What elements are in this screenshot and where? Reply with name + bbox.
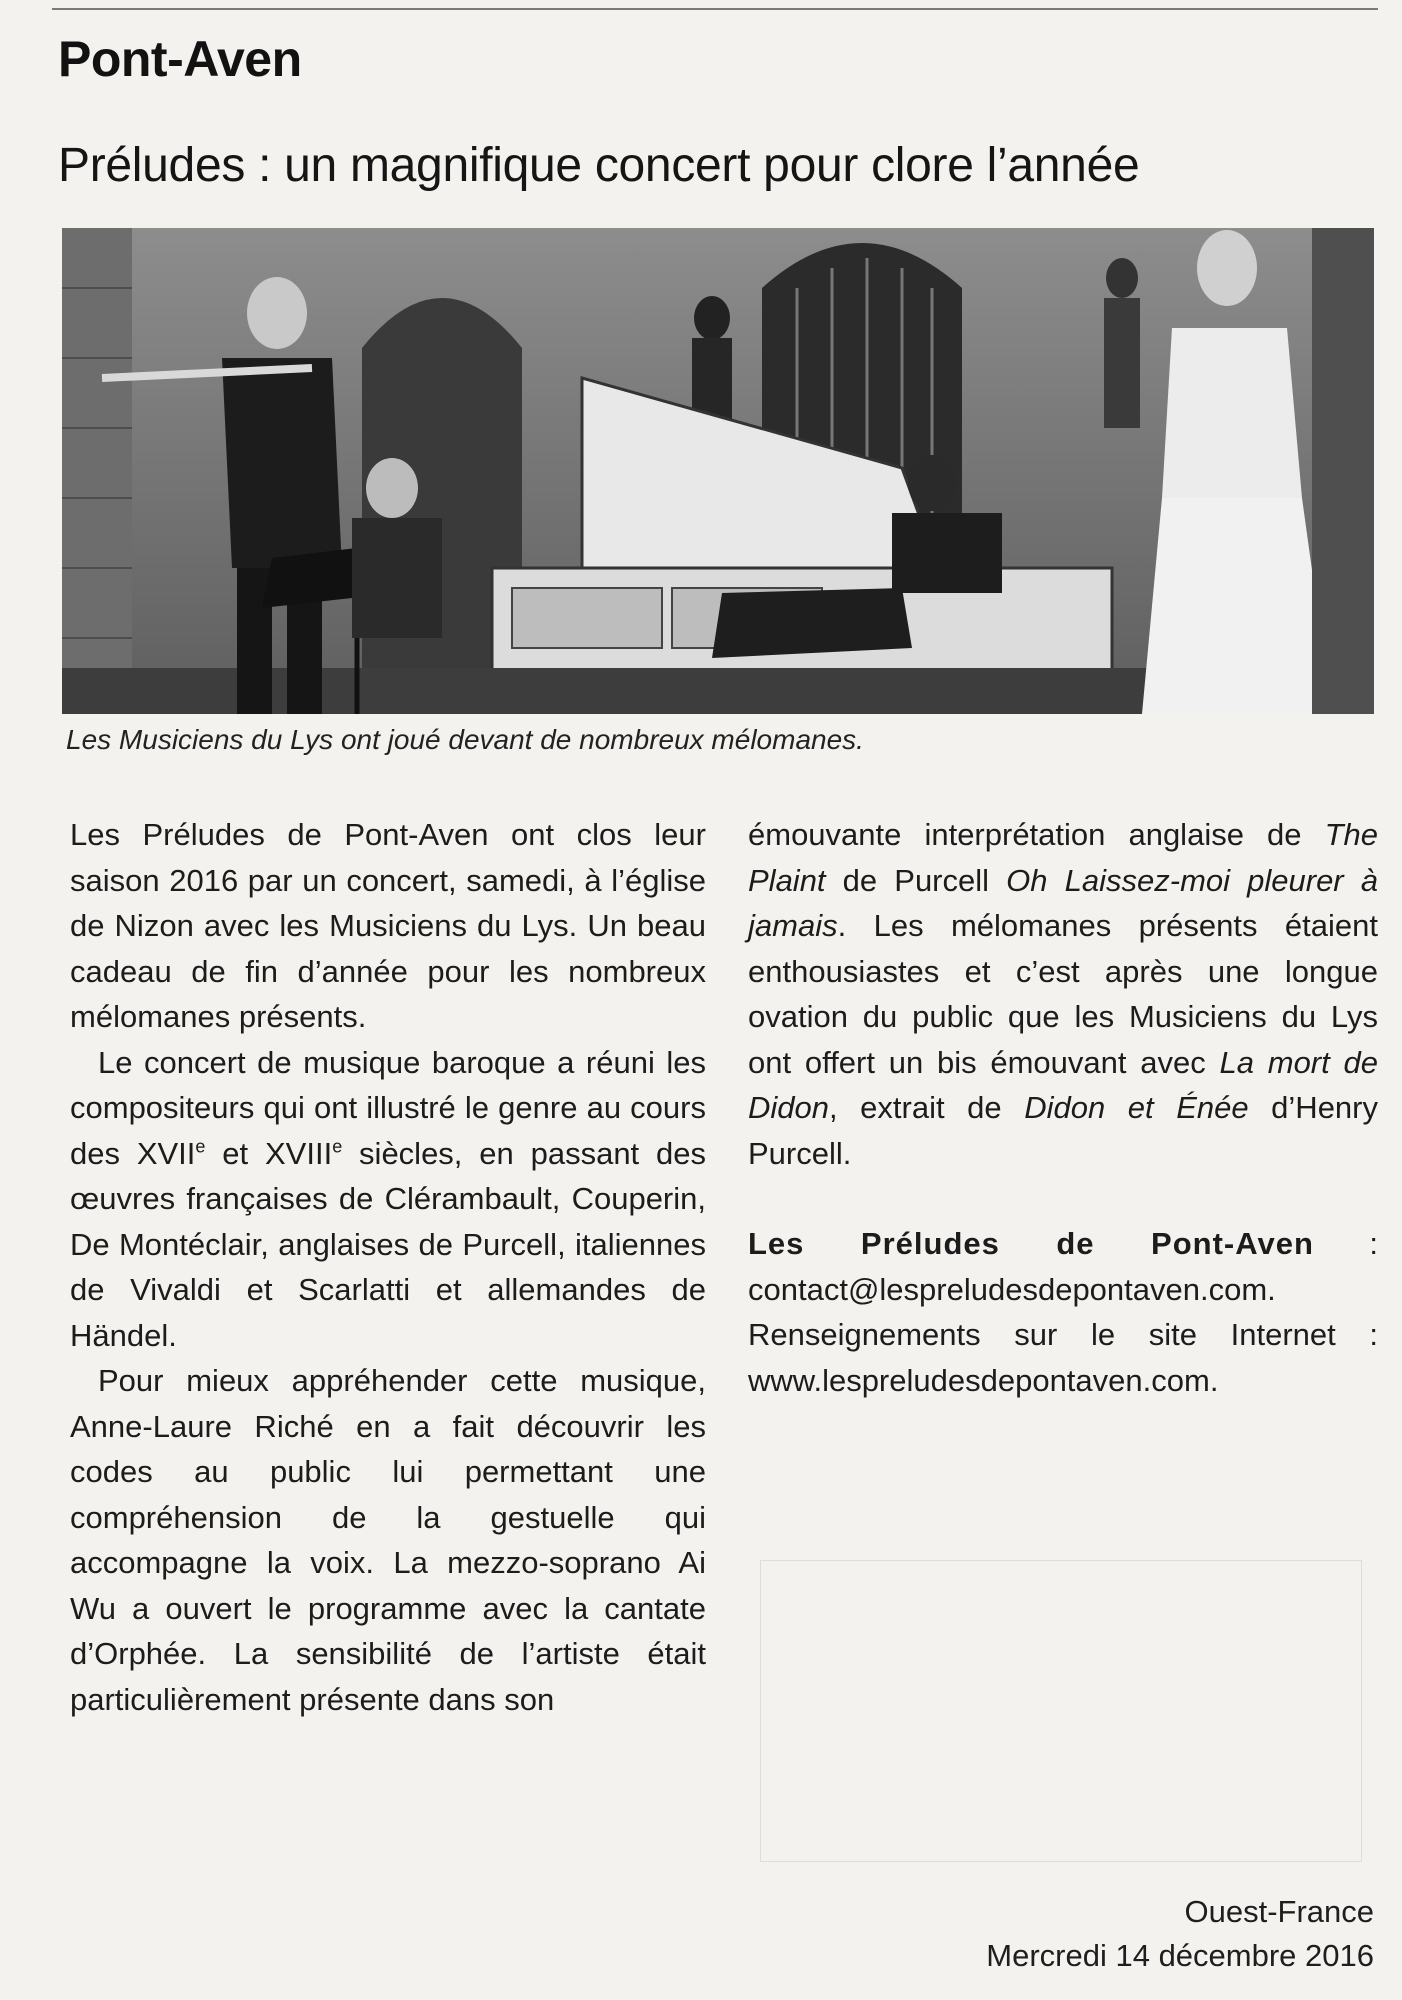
article-column-left [70, 812, 706, 1722]
contact-label: Les Préludes de Pont-Aven [748, 1226, 1314, 1261]
r-text-7: , extrait de [829, 1090, 1025, 1125]
publication-name: Ouest-France [1184, 1894, 1374, 1929]
article-paragraph-3: Pour mieux appréhender cette musique, Anne-Laure Riché en a fait découvrir les codes au public lui permettant une compréhension de la gestuelle qui accompagne la voix. La mezzo-soprano Ai Wu a ouvert le programme avec la cantate d’Orphée. La sensibilité de l’artiste était particulièrement présente dans son [70, 1363, 706, 1717]
contact-colon: : [1313, 1226, 1378, 1261]
concert-photo [62, 228, 1374, 714]
r-text-3: de Purcell [825, 862, 1007, 898]
bleed-through-box [760, 1560, 1362, 1862]
contact-text: contact@lespreludesdepontaven.com. Renseignements sur le site Internet : www.lespreludesdepontaven.com. [748, 1271, 1378, 1398]
r-text-9: d’Henry Purcell. [748, 1090, 1378, 1171]
title-the-plaint: The Plaint [748, 817, 1378, 898]
article-paragraph-4 [748, 812, 1378, 1176]
p2-text-a: Le concert de musique baroque a réuni les compositeurs qui ont illustré le genre au cours des XVII [70, 1044, 706, 1171]
photo-caption: Les Musiciens du Lys ont joué devant de nombreux mélomanes. [66, 724, 864, 755]
title-oh-laissez-moi: Oh Laissez-moi pleurer à jamais [748, 862, 1378, 943]
concert-photo-illustration [62, 228, 1374, 714]
top-rule [52, 8, 1378, 10]
publication-date: Mercredi 14 décembre 2016 [986, 1938, 1374, 1973]
p2-text-c: siècles, en passant des œuvres françaises de Clérambault, Couperin, De Montéclair, anglaises de Purcell, italiennes de Vivaldi et Scarlatti et allemandes de Händel. [70, 1135, 706, 1353]
source-credit [986, 1890, 1374, 1978]
section-title: Pont-Aven [58, 31, 302, 87]
r-text-1: émouvante interprétation anglaise de [748, 817, 1325, 852]
headline: Préludes : un magnifique concert pour clore l’année [58, 139, 1140, 192]
article-paragraph-2 [70, 1040, 706, 1359]
r-text-5: . Les mélomanes présents étaient enthousiastes et c’est après une longue ovation du public que les Musiciens du Lys ont offert un bis émouvant avec [748, 908, 1378, 1080]
article-column-right [748, 812, 1378, 1403]
contact-info [748, 1221, 1378, 1403]
superscript-e-2: e [332, 1136, 343, 1157]
superscript-e-1: e [195, 1136, 206, 1157]
article-paragraph-1: Les Préludes de Pont-Aven ont clos leur saison 2016 par un concert, samedi, à l’église de Nizon avec les Musiciens du Lys. Un beau cadeau de fin d’année pour les nombreux mélomanes présents. [70, 817, 706, 1034]
title-didon-et-enee: Didon et Énée [1024, 1090, 1249, 1125]
title-la-mort-de-didon: La mort de Didon [748, 1044, 1378, 1125]
p2-text-b: et XVIII [205, 1135, 333, 1171]
